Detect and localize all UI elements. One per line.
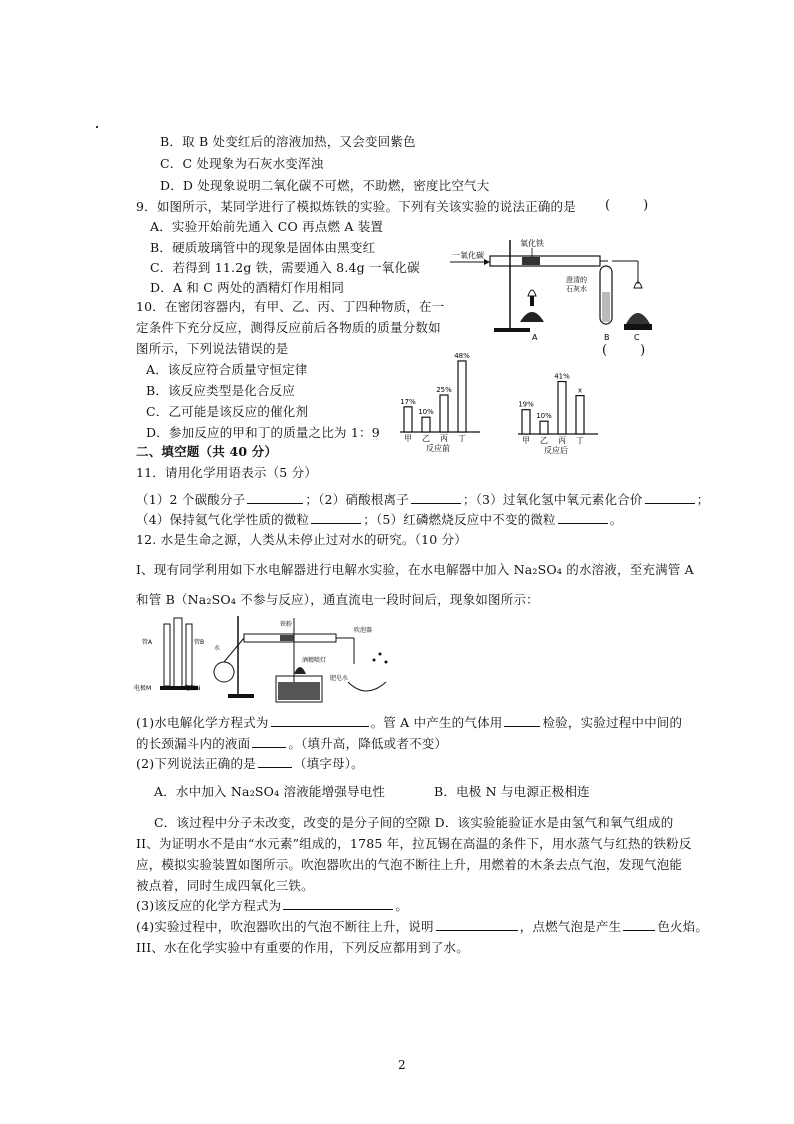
q11-part5: ；（5）红磷燃烧反应中不变的微粒 <box>363 512 556 527</box>
q12-option-cd: C．该过程中分子未改变，改变的是分子间的空隙 D．该实验能验证水是由氢气和氧气组成的 <box>154 815 674 830</box>
blower-label: 吹泡器 <box>354 627 373 634</box>
q12-sub2-text: (2)下列说法正确的是 <box>136 756 256 771</box>
bar-丙 <box>440 395 448 432</box>
bar-甲 <box>522 410 530 434</box>
scan-speck <box>96 126 98 128</box>
q12-sub4-text-b: ，点燃气泡是产生 <box>519 919 622 934</box>
label-a: A <box>532 333 538 342</box>
q10-stem-line1: 10．在密闭容器内，有甲、乙、丙、丁四种物质，在一 <box>136 299 445 314</box>
q12-option-a: A．水中加入 Na₂SO₄ 溶液能增强导电性 <box>154 784 386 799</box>
q12-part2-line3: 被点着，同时生成四氧化三铁。 <box>136 878 314 893</box>
q12-blank-equation[interactable] <box>271 715 369 727</box>
bar-label: 17% <box>400 397 416 406</box>
bar-label: 10% <box>418 408 434 417</box>
q12-blank-equation-2[interactable] <box>283 898 393 910</box>
q9-option-c: C．若得到 11.2g 铁，需要通入 8.4g 一氧化碳 <box>150 260 420 275</box>
electrode-n-label: 电极N <box>184 685 201 692</box>
q8-option-c: C．C 处现象为石灰水变浑浊 <box>160 156 324 171</box>
category-label: 乙 <box>540 436 548 445</box>
chart-after-reaction <box>516 356 604 456</box>
q11-blank-1[interactable] <box>247 492 303 504</box>
q12-part2-line2: 应，模拟实验装置如图所示。吹泡器吹出的气泡不断往上升，用燃着的木条去点气泡，发现气泡能 <box>136 857 683 872</box>
q12-sub1-text-e: 。（填升高，降低或者不变） <box>288 736 448 751</box>
q10-option-c: C．乙可能是该反应的催化剂 <box>146 404 309 419</box>
q11-blank-5[interactable] <box>558 512 608 524</box>
q10-stem-line2: 定条件下充分反应，测得反应前后各物质的质量分数如 <box>136 320 441 335</box>
bar-label: 19% <box>518 400 534 409</box>
q9-option-a: A．实验开始前先通入 CO 再点燃 A 装置 <box>150 219 384 234</box>
q10-option-a: A．该反应符合质量守恒定律 <box>146 362 308 377</box>
q10-stem-line3: 图所示，下列说法错误的是 <box>136 341 289 356</box>
q11-part3-end: ； <box>696 492 710 507</box>
q11-blank-4[interactable] <box>311 512 361 524</box>
q10-option-d: D．参加反应的甲和丁的质量之比为 1：9 <box>146 425 380 440</box>
category-label: 乙 <box>422 434 430 443</box>
limewater-label-2: 石灰水 <box>566 285 587 293</box>
bar-label: x <box>577 386 583 395</box>
limewater-label-1: 澄清的 <box>566 276 587 284</box>
q12-part3: III、水在化学实验中有重要的作用，下列反应都用到了水。 <box>136 940 469 955</box>
bar-label: 48% <box>454 351 470 360</box>
category-label: 丁 <box>458 434 466 443</box>
q12-sub1-text: (1)水电解化学方程式为 <box>136 715 269 730</box>
bar-丙 <box>558 382 566 434</box>
q11-part4: （4）保持氦气化学性质的微粒 <box>136 512 310 527</box>
q12-sub1-line1 <box>136 715 682 731</box>
co-label: 一氧化碳 <box>452 251 484 260</box>
bar-乙 <box>540 421 548 434</box>
q9-stem: 9．如图所示，某同学进行了模拟炼铁的实验。下列有关该实验的说法正确的是 <box>136 199 576 214</box>
q10-option-b: B．该反应类型是化合反应 <box>146 383 296 398</box>
q11-end: 。 <box>609 512 623 527</box>
q8-option-d: D．D 处现象说明二氧化碳不可燃，不助燃，密度比空气大 <box>160 178 490 193</box>
label-b: B <box>604 333 610 342</box>
q12-sub2 <box>136 756 364 772</box>
electrode-m-label: 电极M <box>134 685 152 692</box>
q12-option-b: B．电极 N 与电源正极相连 <box>434 784 590 799</box>
bar-甲 <box>404 407 412 432</box>
q12-blank-explain[interactable] <box>436 919 518 931</box>
page-number: 2 <box>398 1058 406 1072</box>
q12-sub3-end: 。 <box>395 898 409 913</box>
category-label: 丁 <box>576 436 584 445</box>
category-label: 甲 <box>522 436 530 445</box>
q9-answer-paren: ( ) <box>605 198 649 213</box>
q11-row2 <box>136 512 622 528</box>
q12-stem: 12. 水是生命之源，人类从未停止过对水的研究。（10 分） <box>136 532 467 547</box>
bar-label: 41% <box>554 372 570 381</box>
lamp-label: 酒精喷灯 <box>302 657 327 664</box>
soap-label: 肥皂水 <box>330 675 349 682</box>
bar-丁 <box>576 396 584 434</box>
chart-caption: 反应前 <box>426 444 450 453</box>
water-label: 水 <box>214 645 221 652</box>
q12-part1-line1: I、现有同学利用如下水电解器进行电解水实验，在水电解器中加入 Na₂SO₄ 的水溶液，至充满管 A <box>136 562 694 577</box>
q12-blank-color[interactable] <box>623 919 655 931</box>
q12-part1-line2: 和管 B（Na₂SO₄ 不参与反应），通直流电一段时间后，现象如图所示： <box>136 592 539 607</box>
q11-stem: 11．请用化学用语表示（5 分） <box>136 465 318 480</box>
q12-blank-level[interactable] <box>252 736 286 748</box>
q12-blank-choice[interactable] <box>258 756 292 768</box>
q12-sub2-text-b: （填字母）。 <box>293 756 364 771</box>
bar-丁 <box>458 361 466 432</box>
q11-blank-2[interactable] <box>411 492 461 504</box>
bar-label: 10% <box>536 412 552 421</box>
section-2-heading: 二、填空题（共 40 分） <box>136 444 278 459</box>
q10-answer-paren: ( ) <box>602 343 646 358</box>
q12-sub1-text-b: 。管 A 中产生的气体用 <box>370 715 503 730</box>
label-c: C <box>634 333 640 342</box>
q12-sub3-text: (3)该反应的化学方程式为 <box>136 898 282 913</box>
q11-part2: ；（2）硝酸根离子 <box>305 492 409 507</box>
q11-part3: ；（3）过氧化氢中氧元素化合价 <box>462 492 643 507</box>
q12-sub4-text: (4)实验过程中，吹泡器吹出的气泡不断往上升，说明 <box>136 919 434 934</box>
electrolysis-and-steam-apparatus-figure <box>134 614 406 710</box>
q9-option-b: B．硬质玻璃管中的现象是固体由黑变红 <box>150 240 376 255</box>
q12-blank-gas-test[interactable] <box>504 715 540 727</box>
chart-caption: 反应后 <box>544 446 568 455</box>
q12-sub4 <box>136 919 708 935</box>
q11-blank-3[interactable] <box>645 492 695 504</box>
chart-before-reaction <box>398 344 486 454</box>
category-label: 甲 <box>404 434 412 443</box>
bar-乙 <box>422 417 430 432</box>
q9-option-d: D．A 和 C 两处的酒精灯作用相同 <box>150 280 345 295</box>
tube-a-label: 管A <box>142 639 153 646</box>
category-label: 丙 <box>440 434 448 443</box>
category-label: 丙 <box>558 436 566 445</box>
q12-part2-line1: II、为证明水不是由“水元素”组成的，1785 年，拉瓦锡在高温的条件下，用水蒸气与红热的铁粉反 <box>136 836 692 851</box>
q8-option-b: B．取 B 处变红后的溶液加热，又会变回紫色 <box>160 134 416 149</box>
q12-sub4-text-c: 色火焰。 <box>657 919 709 934</box>
iron-powder-label: 铁粉 <box>280 621 293 628</box>
bar-label: 25% <box>436 386 452 394</box>
fe2o3-label: 氧化铁 <box>520 239 544 248</box>
tube-b-label: 管B <box>194 639 205 646</box>
q12-sub3 <box>136 898 408 914</box>
q12-sub1-text-c: 检验，实验过程中中间的 <box>542 715 683 730</box>
q12-sub1-text-d: 的长颈漏斗内的液面 <box>136 736 251 751</box>
q11-part1: （1）2 个碳酸分子 <box>136 492 246 507</box>
q12-sub1-line2 <box>136 736 447 752</box>
iron-smelting-apparatus-figure <box>448 232 668 344</box>
q11-row1 <box>136 492 709 508</box>
